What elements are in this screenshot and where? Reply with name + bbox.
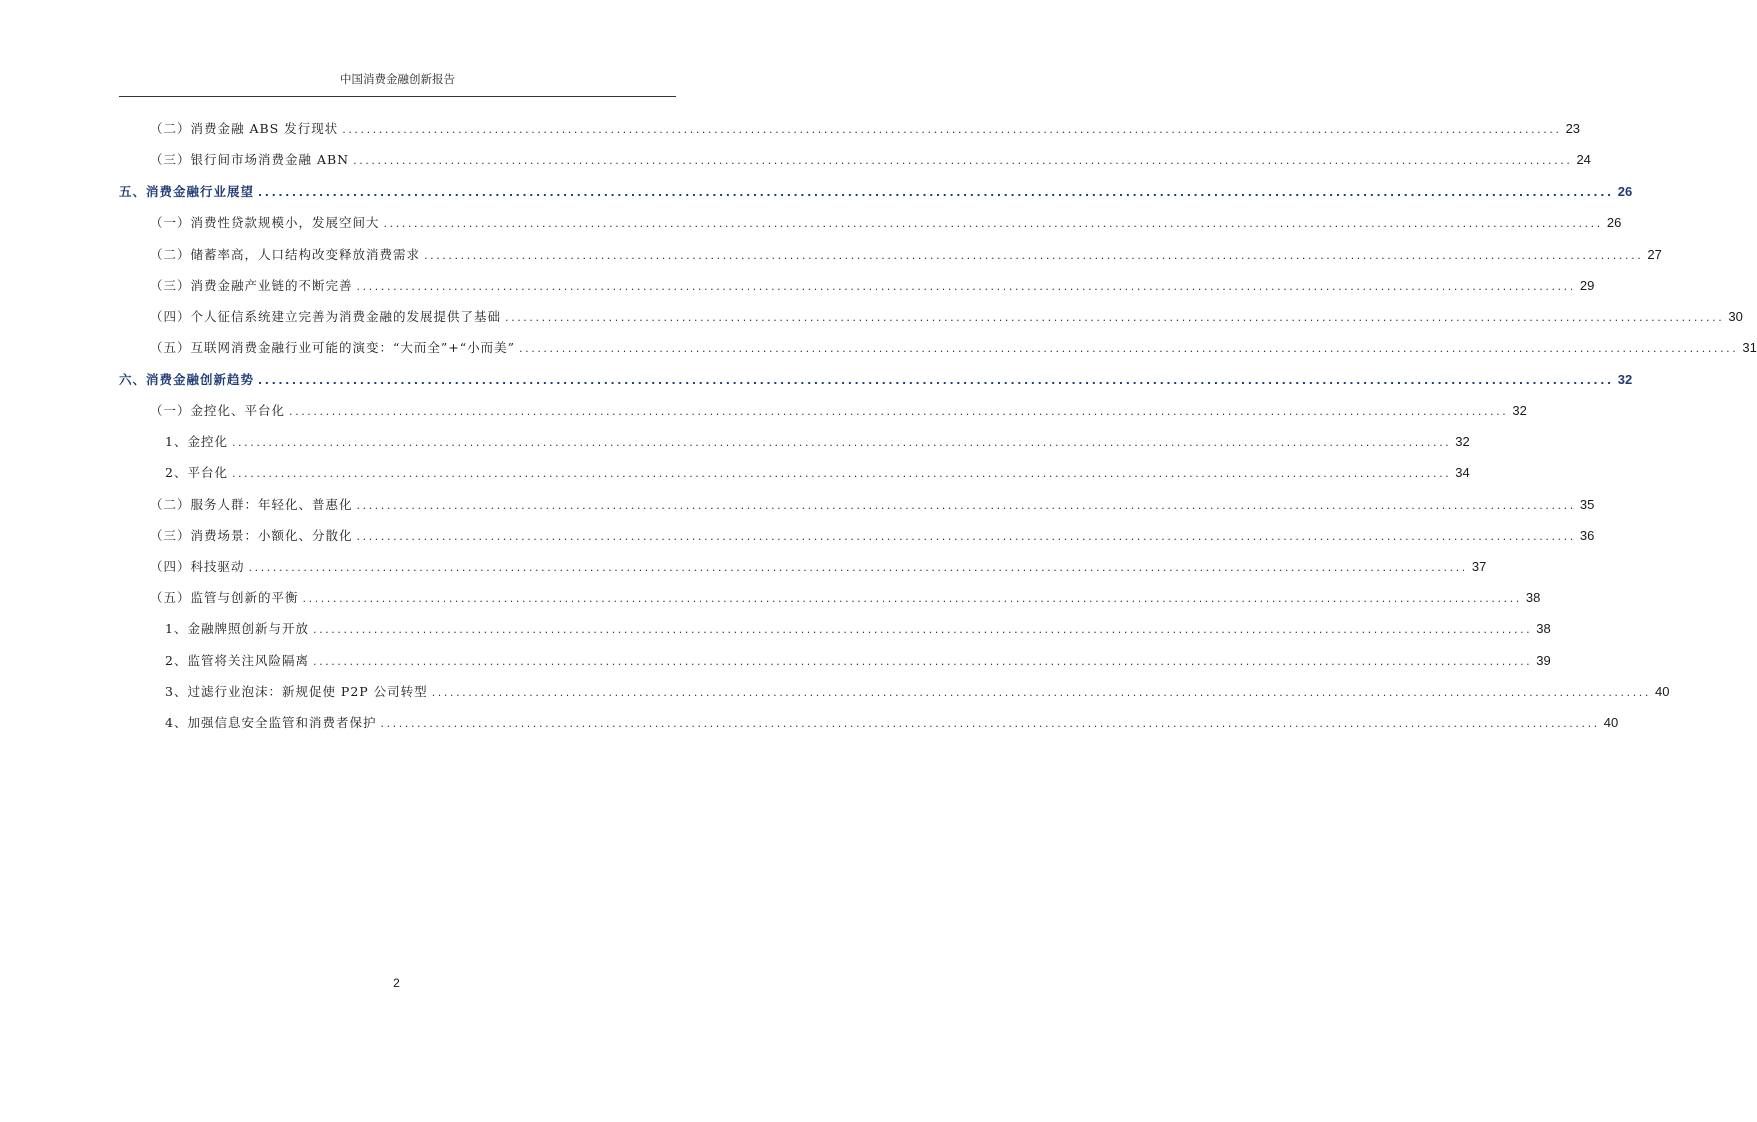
dot-leader: ........................................................................................................................................................................................................ xyxy=(289,405,1509,418)
dot-leader: ........................................................................................................................................................................................................ xyxy=(248,561,1468,574)
toc-entry-page: 39 xyxy=(1536,653,1551,668)
toc-entry[interactable] xyxy=(150,587,1541,609)
dot-leader: ........................................................................................................................................................................................................ xyxy=(424,249,1644,262)
dot-leader: ........................................................................................................................................................................................................ xyxy=(258,374,1614,387)
dot-leader: ........................................................................................................................................................................................................ xyxy=(302,592,1522,605)
toc-entry[interactable] xyxy=(150,275,1595,297)
toc-entry-label: （一）金控化、平台化 xyxy=(150,403,286,418)
toc-entry-page: 26 xyxy=(1606,215,1622,230)
toc-entry[interactable] xyxy=(150,337,1757,359)
toc-subentry[interactable] xyxy=(165,431,1470,453)
toc-entry[interactable] xyxy=(150,525,1595,547)
toc-entry-page: 36 xyxy=(1579,528,1595,543)
toc-subentry[interactable] xyxy=(165,462,1470,484)
toc-entry-page: 24 xyxy=(1576,152,1591,167)
toc-entry-label: （三）消费场景：小额化、分散化 xyxy=(150,528,353,543)
toc-entry-label: 六、消费金融创新趋势 xyxy=(119,372,255,387)
toc-entry-label: 4、加强信息安全监管和消费者保护 xyxy=(165,715,377,730)
toc-entry-label: 2、平台化 xyxy=(165,465,228,480)
toc-entry[interactable] xyxy=(150,149,1591,171)
toc-entry[interactable] xyxy=(150,494,1595,516)
toc-entry[interactable] xyxy=(150,306,1743,328)
toc-entry-page: 23 xyxy=(1565,121,1581,136)
toc-subentry[interactable] xyxy=(165,650,1551,672)
toc-entry-label: （五）互联网消费金融行业可能的演变：“大而全”+“小而美” xyxy=(150,340,516,355)
toc-subentry[interactable] xyxy=(165,618,1551,640)
toc-entry[interactable] xyxy=(150,212,1622,234)
toc-entry-label: 1、金融牌照创新与开放 xyxy=(165,621,309,636)
toc-chapter-entry[interactable] xyxy=(119,369,1633,391)
dot-leader: ........................................................................................................................................................................................................ xyxy=(356,280,1576,293)
dot-leader: ........................................................................................................................................................................................................ xyxy=(380,717,1600,730)
dot-leader: ........................................................................................................................................................................................................ xyxy=(231,467,1452,480)
toc-subentry[interactable] xyxy=(165,712,1619,734)
toc-entry-page: 37 xyxy=(1471,559,1487,574)
dot-leader: ........................................................................................................................................................................................................ xyxy=(258,186,1614,199)
toc-entry-page: 32 xyxy=(1617,372,1633,387)
toc-entry-page: 35 xyxy=(1579,497,1595,512)
page-number: 2 xyxy=(393,976,400,990)
toc-entry-label: （四）科技驱动 xyxy=(150,559,245,574)
toc-entry-page: 40 xyxy=(1603,715,1619,730)
toc-entry-label: （四）个人征信系统建立完善为消费金融的发展提供了基础 xyxy=(150,309,502,324)
dot-leader: ........................................................................................................................................................................................................ xyxy=(505,311,1725,324)
toc-entry-label: （二）服务人群：年轻化、普惠化 xyxy=(150,497,353,512)
toc-entry[interactable] xyxy=(150,400,1527,422)
dot-leader: ........................................................................................................................................................................................................ xyxy=(353,154,1573,167)
toc-entry-page: 26 xyxy=(1617,184,1633,199)
toc-chapter-entry[interactable] xyxy=(119,181,1633,203)
toc-entry-page: 30 xyxy=(1728,309,1743,324)
header-divider xyxy=(119,96,676,97)
dot-leader: ........................................................................................................................................................................................................ xyxy=(356,530,1576,543)
toc-entry-label: （一）消费性贷款规模小，发展空间大 xyxy=(150,215,380,230)
toc-entry-page: 40 xyxy=(1655,684,1670,699)
toc-entry-page: 38 xyxy=(1525,590,1541,605)
dot-leader: ........................................................................................................................................................................................................ xyxy=(519,342,1739,355)
toc-entry-page: 31 xyxy=(1742,340,1757,355)
dot-leader: ........................................................................................................................................................................................................ xyxy=(231,436,1452,449)
toc-entry-label: （二）消费金融 ABS 发行现状 xyxy=(150,121,339,136)
toc-entry-label: 3、过滤行业泡沫：新规促使 P2P 公司转型 xyxy=(165,684,428,699)
toc-entry-label: 2、监管将关注风险隔离 xyxy=(165,653,309,668)
dot-leader: ........................................................................................................................................................................................................ xyxy=(356,499,1576,512)
dot-leader: ........................................................................................................................................................................................................ xyxy=(383,217,1603,230)
toc-entry[interactable] xyxy=(150,118,1581,140)
dot-leader: ........................................................................................................................................................................................................ xyxy=(312,655,1533,668)
toc-subentry[interactable] xyxy=(165,681,1670,703)
toc-entry-page: 32 xyxy=(1455,434,1470,449)
toc-entry-label: 1、金控化 xyxy=(165,434,228,449)
toc-entry-label: 五、消费金融行业展望 xyxy=(119,184,255,199)
dot-leader: ........................................................................................................................................................................................................ xyxy=(342,123,1562,136)
toc-entry-label: （二）储蓄率高，人口结构改变释放消费需求 xyxy=(150,247,421,262)
toc-entry-page: 27 xyxy=(1647,247,1662,262)
toc-entry-page: 32 xyxy=(1512,403,1527,418)
dot-leader: ........................................................................................................................................................................................................ xyxy=(431,686,1652,699)
toc-entry[interactable] xyxy=(150,244,1662,266)
dot-leader: ........................................................................................................................................................................................................ xyxy=(312,623,1533,636)
toc-entry-page: 34 xyxy=(1455,465,1470,480)
toc-entry-label: （三）银行间市场消费金融 ABN xyxy=(150,152,350,167)
toc-entry-page: 29 xyxy=(1579,278,1595,293)
toc-entry-page: 38 xyxy=(1536,621,1551,636)
toc-entry-label: （五）监管与创新的平衡 xyxy=(150,590,299,605)
running-header: 中国消费金融创新报告 xyxy=(340,72,455,86)
toc-entry[interactable] xyxy=(150,556,1487,578)
toc-entry-label: （三）消费金融产业链的不断完善 xyxy=(150,278,353,293)
